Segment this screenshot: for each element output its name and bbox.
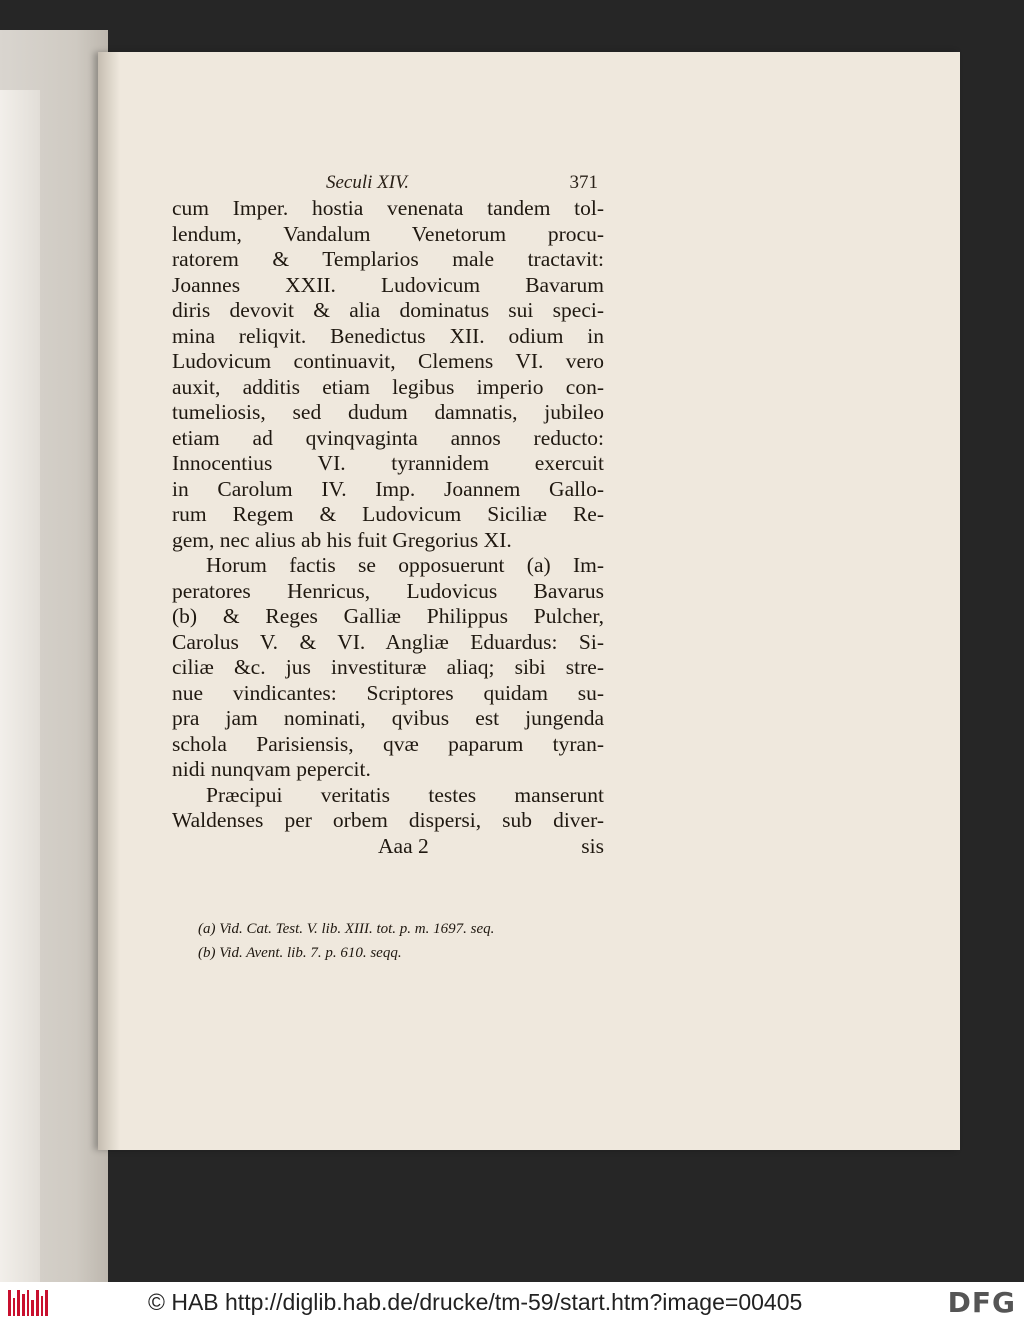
text-line: schola Parisiensis, qvæ paparum tyran- — [172, 731, 604, 756]
text-line: Carolus V. & VI. Angliæ Eduardus: Si- — [172, 629, 604, 654]
text-line: auxit, additis etiam legibus imperio con- — [172, 374, 604, 399]
text-line: etiam ad qvinqvaginta annos reducto: — [172, 425, 604, 450]
footnotes — [198, 917, 608, 965]
text-line: pra jam nominati, qvibus est jungenda — [172, 706, 604, 730]
text-line: peratores Henricus, Ludovicus Bavarus — [172, 578, 604, 603]
text-line: tumeliosis, sed dudum damnatis, jubileo — [172, 400, 604, 424]
footnote: (b) Vid. Avent. lib. 7. p. 610. seqq. — [198, 945, 402, 961]
text-line: ratorem & Templarios male tractavit: — [172, 247, 604, 271]
text-line: gem, nec alius ab his fuit Gregorius XI. — [172, 527, 512, 552]
text-line: Innocentius VI. tyrannidem exercuit — [172, 451, 604, 475]
facing-page-edge — [0, 30, 108, 1282]
body-text — [172, 196, 604, 859]
text-line: Ludovicum continuavit, Clemens VI. vero — [172, 349, 604, 373]
text-line: Præcipui veritatis testes manserunt — [206, 782, 604, 807]
text-line: Waldenses per orbem dispersi, sub diver- — [172, 808, 604, 832]
copyright-url[interactable]: © HAB http://diglib.hab.de/drucke/tm-59/start.htm?image=00405 — [148, 1289, 803, 1315]
text-line: Joannes XXII. Ludovicum Bavarum — [172, 272, 604, 297]
dfg-logo: DFG — [947, 1286, 1016, 1319]
catchword: sis — [581, 833, 604, 858]
text-line: nue vindicantes: Scriptores quidam su- — [172, 680, 604, 705]
footnote: (a) Vid. Cat. Test. V. lib. XIII. tot. p. m. 1697. seq. — [198, 921, 495, 937]
text-line: (b) & Reges Galliæ Philippus Pulcher, — [172, 604, 604, 628]
running-head — [172, 172, 604, 194]
running-head-title: Seculi XIV. — [326, 172, 410, 193]
text-line: Horum factis se opposuerunt (a) Im- — [206, 553, 604, 577]
text-line: nidi nunqvam pepercit. — [172, 757, 371, 781]
signature-mark: Aaa 2 — [378, 833, 429, 858]
hab-logo-icon — [8, 1290, 48, 1316]
page-number: 371 — [569, 172, 598, 193]
facing-page-shadow — [0, 90, 40, 1290]
text-line: ciliæ &c. jus investituræ aliaq; sibi stre- — [172, 655, 604, 679]
viewer-footer — [0, 1282, 1024, 1322]
text-line: in Carolum IV. Imp. Joannem Gallo- — [172, 476, 604, 501]
text-line: rum Regem & Ludovicum Siciliæ Re- — [172, 502, 604, 526]
page-gutter-shadow — [98, 52, 120, 1150]
signature-line — [172, 834, 604, 860]
text-line: lendum, Vandalum Venetorum procu- — [172, 221, 604, 246]
text-line: mina reliqvit. Benedictus XII. odium in — [172, 323, 604, 348]
text-line: cum Imper. hostia venenata tandem tol- — [172, 196, 604, 220]
text-line: diris devovit & alia dominatus sui speci- — [172, 298, 604, 322]
